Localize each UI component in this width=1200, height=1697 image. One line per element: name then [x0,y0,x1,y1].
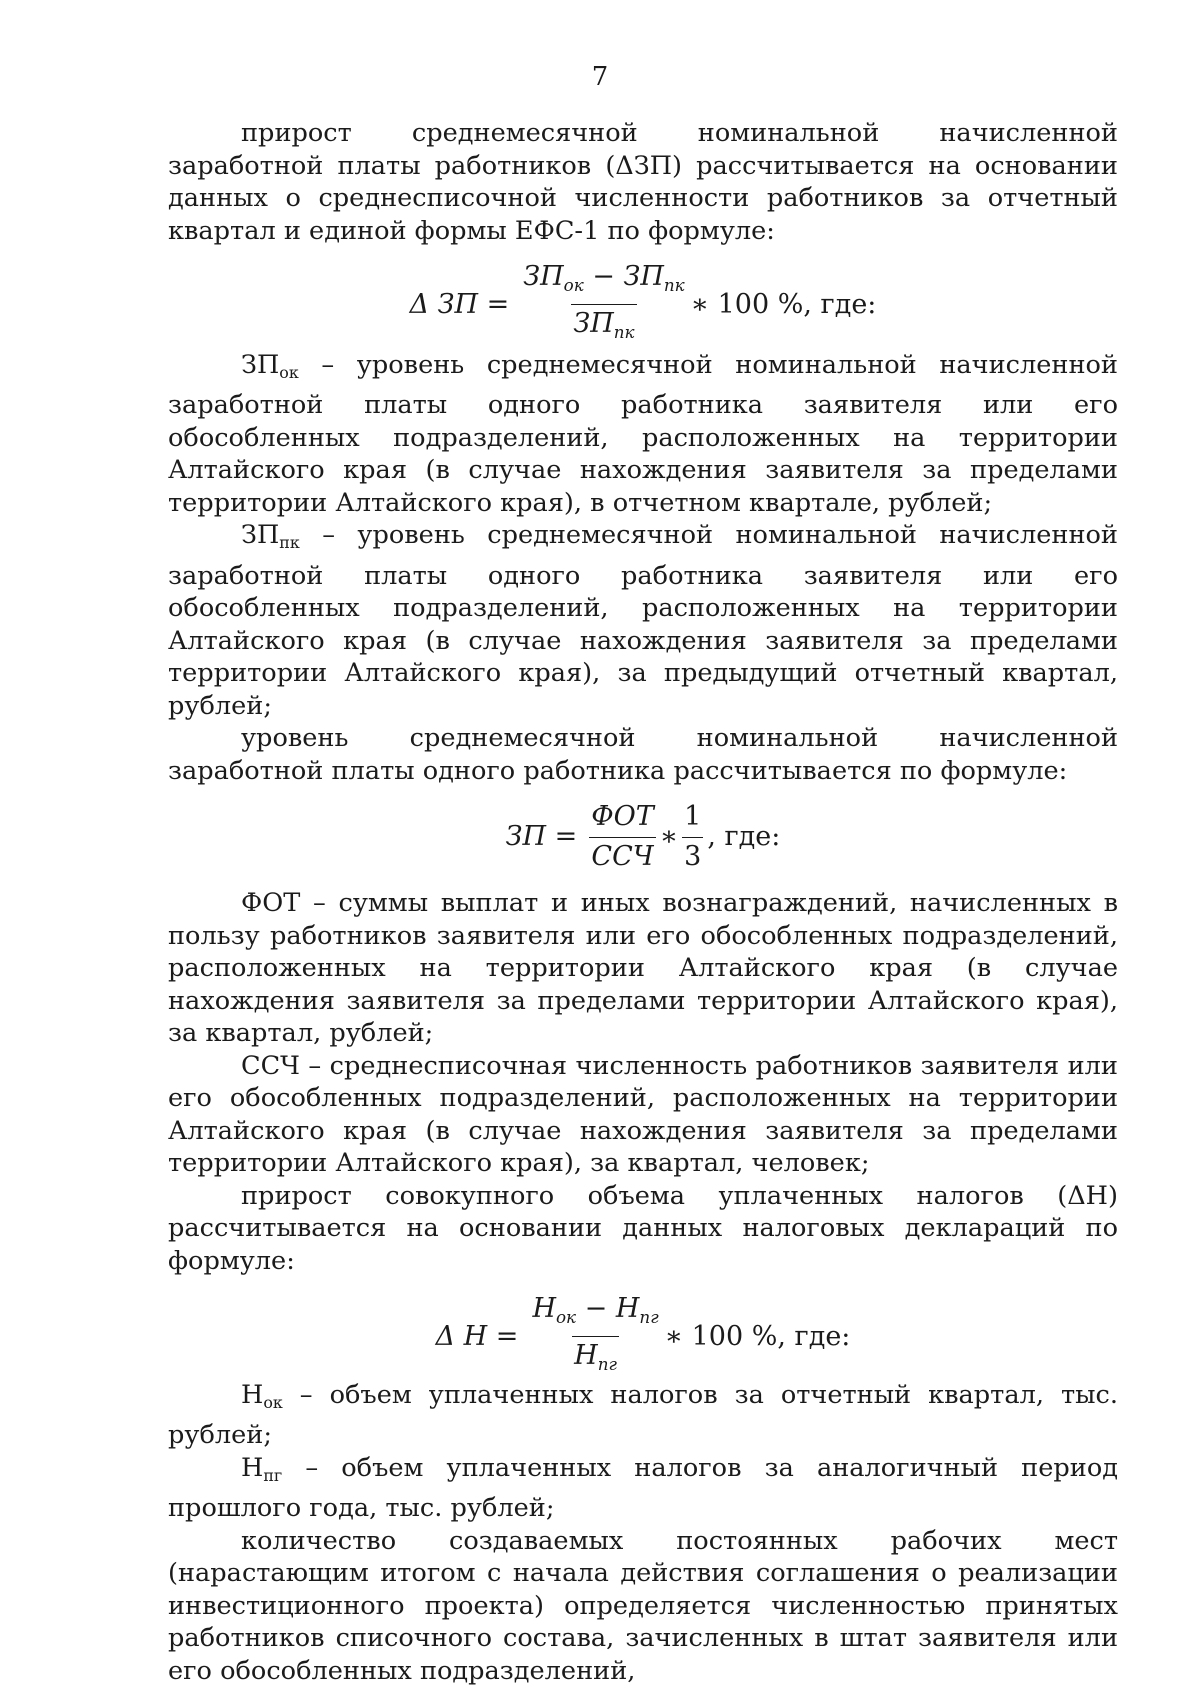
formula-wage-level: ЗП = $\frac{\text{ФОТ}}{\text{ССЧ}}$ ∗ $\frac{1}{3}$ , где: [505,801,781,872]
formula-lhs: Δ ЗП = [409,288,510,320]
paragraph-wage-growth: прирост среднемесячной номинальной начисленной заработной платы работников (ΔЗП) рассчитывается на основании данных о среднесписочной численности работников за отчетный квартал и единой формы ЕФС-1 по формуле: [168,118,1118,246]
formula-lhs: Δ Н = [435,1320,519,1352]
definition-zp-pk: ЗПпк – уровень среднемесячной номинальной начисленной заработной платы одного работника заявителя или его обособленных подразделений, расположенных на территории Алтайского края (в случае нахождения заявителя за пределами территории Алтайского края), за предыдущий отчетный квартал, рублей; [168,520,1118,721]
formula-tail: ∗ 100 %, где: [664,1320,851,1352]
page-number: 7 [591,62,609,92]
formula-fraction: $\frac{ЗП_{ок} - ЗП_{пк}}{ЗП_{пк}}$ [521,261,686,349]
definition-zp-ok: ЗПок – уровень среднемесячной номинальной начисленной заработной платы одного работника заявителя или его обособленных подразделений, расположенных на территории Алтайского края (в случае нахождения заявителя за пределами территории Алтайского края), в отчетном квартале, рублей; [168,350,1118,518]
definition-n-pg: Нпг – объем уплаченных налогов за аналогичный период прошлого года, тыс. рублей; [168,1452,1118,1523]
paragraph-wage-level: уровень среднемесячной номинальной начисленной заработной платы одного работника рассчитывается по формуле: [168,723,1118,786]
formula-tail: ∗ 100 %, где: [690,288,877,320]
body-text [168,117,1118,1687]
formula-fraction: $\frac{Н_{ок} - Н_{пг}}{Н_{пг}}$ [530,1293,660,1381]
definition-ssch: ССЧ – среднесписочная численность работников заявителя или его обособленных подразделений, расположенных на территории Алтайского края (в случае нахождения заявителя за пределами территории Алтайского края), за квартал, человек; [168,1050,1118,1178]
formula-fraction-third: $\frac{1}{3}$ [684,801,702,872]
formula-lhs: ЗП = [505,820,578,852]
definition-fot: ФОТ – суммы выплат и иных вознаграждений, начисленных в пользу работников заявителя или его обособленных подразделений, расположенных на территории Алтайского края (в случае нахождения заявителя за пределами территории Алтайского края), за квартал, рублей; [168,888,1118,1048]
formula-wage-growth [168,247,1118,349]
formula-fraction-fot: $\frac{\text{ФОТ}}{\text{ССЧ}}$ [591,801,654,872]
paragraph-jobs: количество создаваемых постоянных рабочих мест (нарастающим итогом с начала действия соглашения о реализации инвестиционного проекта) определяется численностью принятых работников списочного состава, зачисленных в штат заявителя или его обособленных подразделений, [168,1525,1118,1686]
paragraph-tax-growth: прирост совокупного объема уплаченных налогов (ΔН) рассчитывается на основании данных налоговых деклараций по формуле: [168,1180,1118,1276]
definition-n-ok: Нок – объем уплаченных налогов за отчетный квартал, тыс. рублей; [168,1380,1118,1451]
formula-tail: , где: [707,820,781,852]
formula-tax-growth [168,1277,1118,1379]
